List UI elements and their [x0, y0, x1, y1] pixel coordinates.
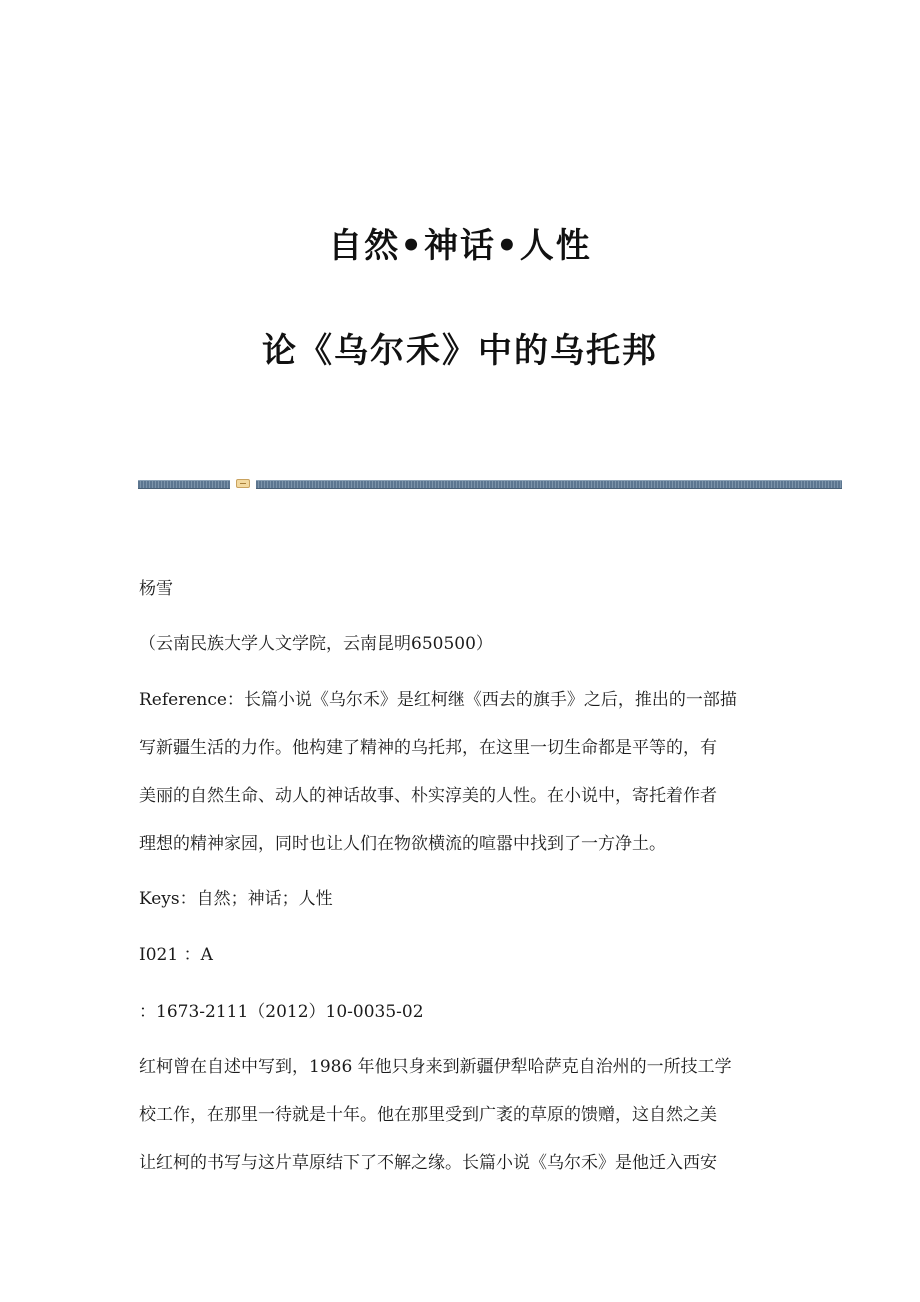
abstract-label: Reference：: [139, 690, 244, 710]
abstract: [139, 685, 779, 877]
title-line-1: 自然•神话•人性: [328, 226, 592, 266]
classification-code: I021 ：A: [139, 945, 213, 965]
abstract-line: 美丽的自然生命、动人的神话故事、朴实淳美的人性。在小说中，寄托着作者: [139, 786, 717, 806]
divider-bar-right: [256, 480, 842, 489]
document-id: ：1673-2111（2012）10-0035-02: [139, 1002, 424, 1022]
paragraph-line: 校工作，在那里一待就是十年。他在那里受到广袤的草原的馈赠，这自然之美: [139, 1105, 717, 1125]
keywords-label: Keys：: [139, 889, 197, 909]
paragraph-line: 红柯曾在自述中写到，1986 年他只身来到新疆伊犁哈萨克自治州的一所技工学: [139, 1057, 732, 1077]
title-line-2: 论《乌尔禾》中的乌托邦: [262, 331, 658, 371]
keywords: [139, 882, 779, 916]
abstract-text: 长篇小说《乌尔禾》是红柯继《西去的旗手》之后，推出的一部描: [243, 690, 737, 710]
divider-bar-left: [138, 480, 230, 489]
keywords-value: 自然；神话；人性: [196, 889, 333, 909]
body-paragraph: [139, 1052, 779, 1196]
abstract-line: 写新疆生活的力作。他构建了精神的乌托邦，在这里一切生命都是平等的，有: [139, 738, 717, 758]
author-affiliation: （云南民族大学人文学院，云南昆明650500）: [139, 634, 493, 654]
divider-ornament-icon: [236, 479, 250, 488]
decorative-divider: [138, 478, 842, 490]
abstract-line: 理想的精神家园，同时也让人们在物欲横流的喧嚣中找到了一方净土。: [139, 834, 666, 854]
author-name: 杨雪: [139, 579, 173, 599]
abstract-line: [139, 685, 779, 733]
paragraph-line: 让红柯的书写与这片草原结下了不解之缘。长篇小说《乌尔禾》是他迁入西安: [139, 1153, 717, 1173]
